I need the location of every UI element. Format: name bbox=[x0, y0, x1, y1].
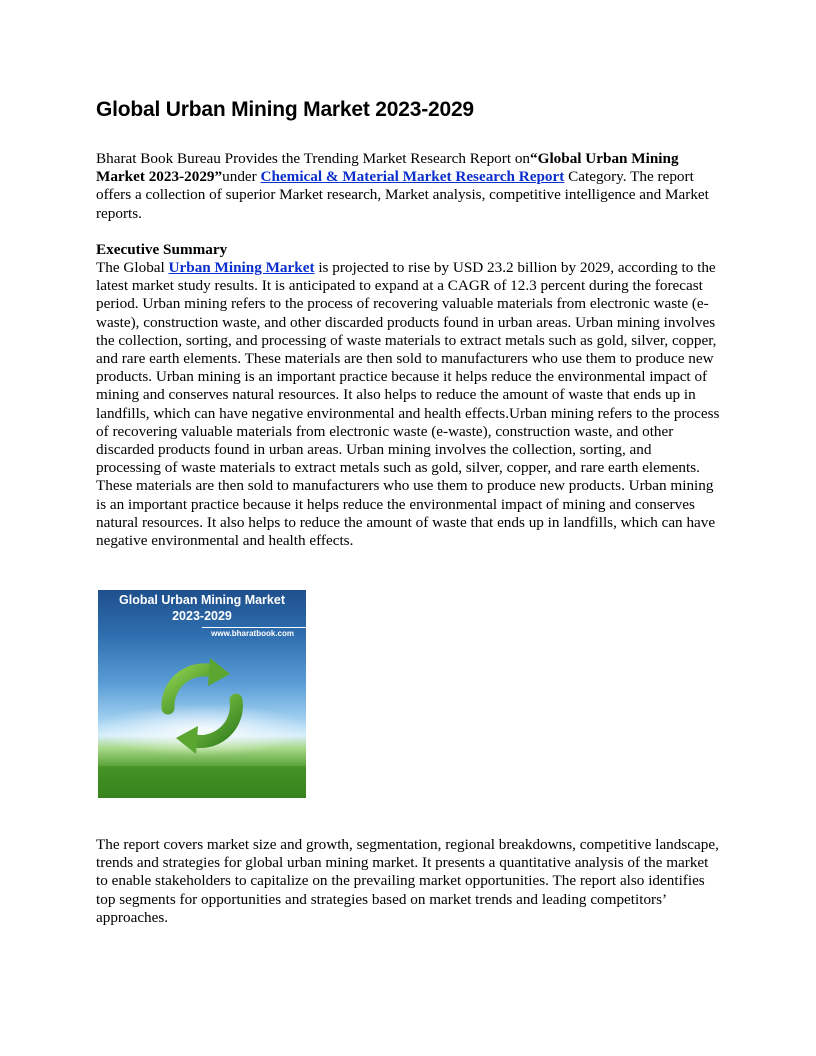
report-name: “Global Urban Mining Market 2023-2029” bbox=[96, 150, 679, 186]
intro-prefix: Bharat Book Bureau Provides the Trending Market Research Report on bbox=[96, 150, 531, 167]
executive-body: is projected to rise by USD 23.2 billion by 2029, according to the latest market study results. It is anticipated to expand at a CAGR of 12.3 percent during the forecast period. Urban mining refers to the process of recovering valuable materials from electronic waste (e-waste), construction waste, and other discarded products found in urban areas. Urban mining involves the collection, sorting, and processing of waste materials to extract metals such as gold, silver, copper, and rare earth elements. These materials are then sold to manufacturers who use them to produce new products. Urban mining is an important practice because it helps reduce the environmental impact of mining and conserves natural resources. It also helps to reduce the amount of waste that ends up in landfills, which can have negative environmental and health effects.Urban mining refers to the process of recovering valuable materials from electronic waste (e-waste), construction waste, and other discarded products found in urban areas. Urban mining involves the collection, sorting, and processing of waste materials to extract metals such as gold, silver, copper, and rare earth elements. These materials are then sold to manufacturers who use them to produce new products. Urban mining is an important practice because it helps reduce the environmental impact of mining and conserves natural resources. It also helps to reduce the amount of waste that ends up in landfills, which can have negative environmental and health effects. bbox=[96, 259, 720, 550]
executive-summary bbox=[96, 241, 720, 550]
report-cover-image bbox=[98, 590, 306, 798]
closing-section bbox=[96, 836, 720, 927]
cover-title-line1: Global Urban Mining Market bbox=[119, 593, 285, 607]
cover-title-line2: 2023-2029 bbox=[172, 609, 232, 623]
cover-divider bbox=[202, 627, 306, 628]
executive-summary-heading: Executive Summary bbox=[96, 240, 228, 258]
cover-url: www.bharatbook.com bbox=[211, 629, 294, 638]
intro-paragraph bbox=[96, 150, 720, 223]
cover-title bbox=[98, 592, 306, 624]
page-title: Global Urban Mining Market 2023-2029 bbox=[96, 98, 474, 121]
market-link[interactable]: Urban Mining Market bbox=[168, 259, 315, 277]
intro-under: under bbox=[222, 168, 261, 186]
executive-lead: The Global bbox=[96, 259, 169, 277]
closing-paragraph: The report covers market size and growth, segmentation, regional breakdowns, competitive landscape, trends and strategies for global urban mining market. It presents a quantitative analysis of the market to enable stakeholders to capitalize on the prevailing market opportunities. The report also identifies top segments for opportunities and strategies based on market trends and leading competitors’ approaches. bbox=[96, 836, 719, 926]
intro-suffix: Category. The report offers a collection of superior Market research, Market analysis, competitive intelligence and Market reports. bbox=[96, 168, 709, 222]
category-link[interactable]: Chemical & Material Market Research Report bbox=[260, 168, 565, 186]
document-body bbox=[96, 96, 720, 550]
